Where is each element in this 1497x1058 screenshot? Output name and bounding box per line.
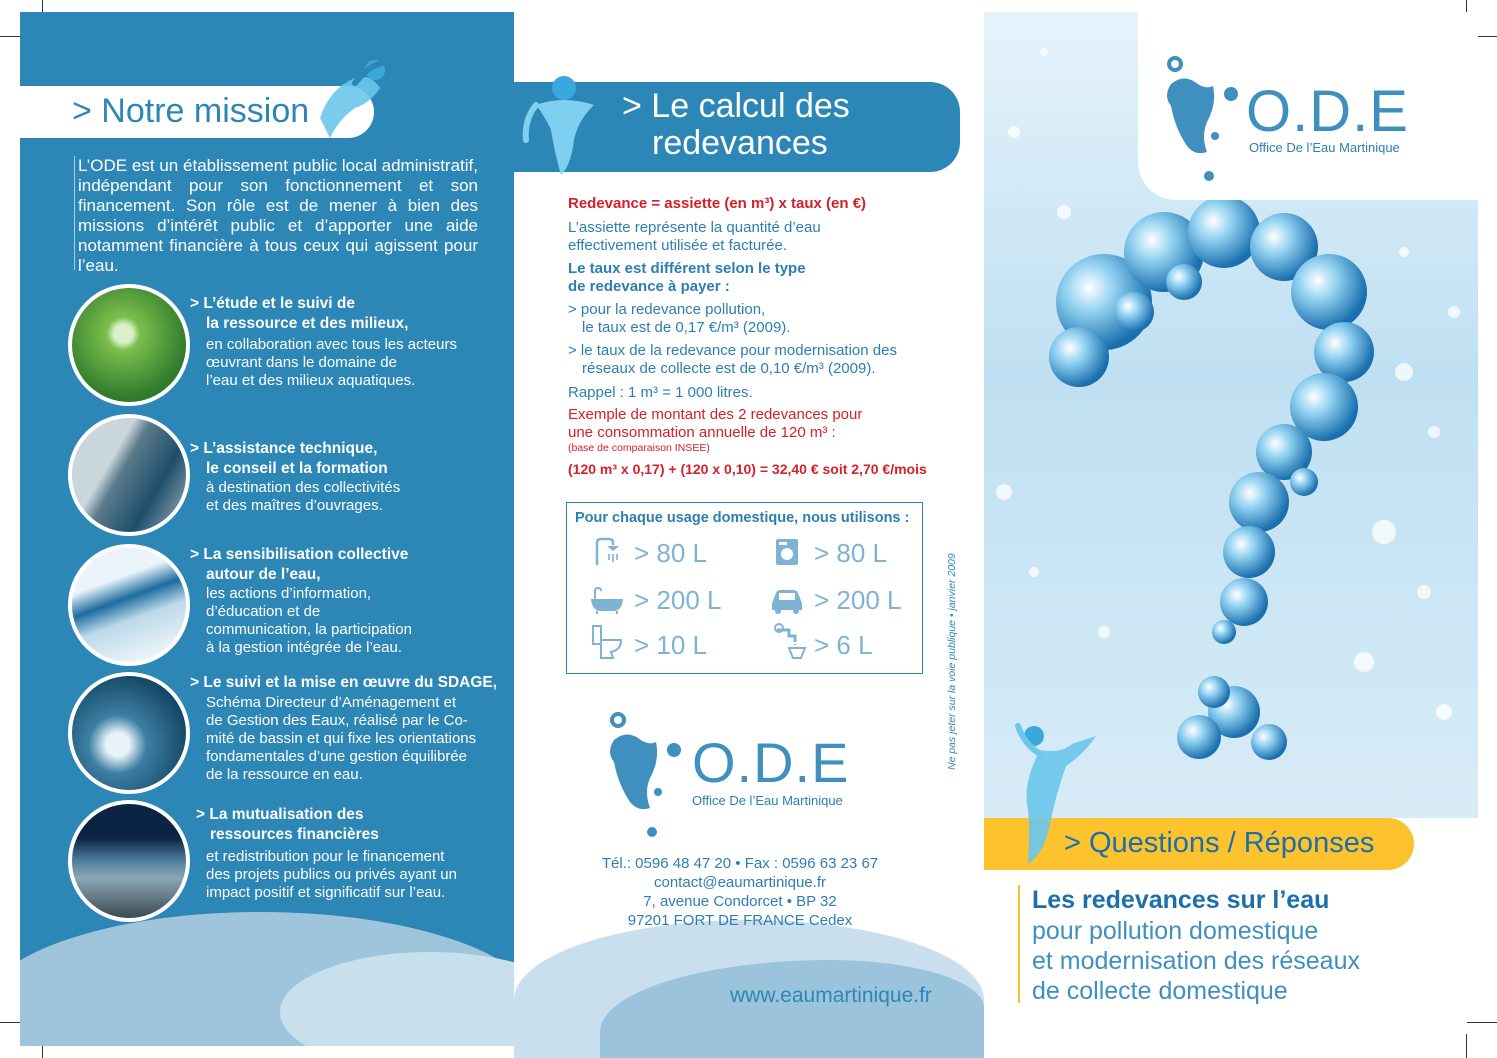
legal-note: Ne pas jeter sur la voie publique • janvier 2009 <box>946 553 958 770</box>
faucet-icon <box>769 622 809 662</box>
mission-item-text: et redistribution pour le financement des projets publics ou privés ayant un impact positif et significatif sur l’eau. <box>206 848 457 901</box>
usage-value: > 80 L <box>814 538 888 568</box>
ode-logo-subtitle: Office De l’Eau Martinique <box>1249 140 1400 155</box>
mission-item-heading: ressources financières <box>210 826 379 843</box>
rappel-text: Rappel : 1 m³ = 1 000 litres. <box>568 384 753 401</box>
mission-item-heading: > La mutualisation des <box>196 806 364 823</box>
usage-value: > 200 L <box>814 585 902 615</box>
ode-logo-icon <box>1152 56 1244 186</box>
ode-logo-text: O.D.E <box>692 731 850 794</box>
mission-item-heading: autour de l’eau, <box>206 566 321 583</box>
washing-machine-icon <box>773 537 801 567</box>
treatment-plant-photo <box>68 800 190 922</box>
formula: Redevance = assiette (en m³) x taux (en €) <box>568 195 867 212</box>
mission-item-heading: > Le suivi et la mise en œuvre du SDAGE, <box>190 674 498 691</box>
mission-item-heading: le conseil et la formation <box>206 460 388 477</box>
mission-title: > Notre mission <box>72 92 310 130</box>
example-note: (base de comparaison INSEE) <box>568 442 710 454</box>
car-icon <box>769 585 805 615</box>
usage-value: > 6 L <box>814 630 873 660</box>
usage-value: > 10 L <box>634 630 708 660</box>
mission-item-text: à destination des collectivités et des maîtres d’ouvrages. <box>206 479 401 514</box>
divider <box>1018 885 1020 1003</box>
swimmer-figure-icon <box>300 48 400 148</box>
mission-item-text: en collaboration avec tous les acteurs œuvrant dans le domaine de l’eau et des milieux aquatiques. <box>206 336 457 389</box>
example-calculation: (120 m³ x 0,17) + (120 x 0,10) = 32,40 € soit 2,70 €/mois <box>568 461 927 477</box>
technician-pipe-photo <box>68 414 190 536</box>
water-drop-leaf-photo <box>68 284 190 406</box>
divider <box>74 156 75 270</box>
assiette-text: L’assiette représente la quantité d’eau effectivement utilisée et facturée. <box>568 219 821 254</box>
calc-title: > Le calcul des redevances <box>622 87 850 162</box>
cover-subtitle: pour pollution domestique et modernisation des réseaux de collecte domestique <box>1032 917 1360 1005</box>
bathtub-icon <box>589 585 625 615</box>
shower-icon <box>593 537 621 567</box>
pouring-water-photo <box>68 544 190 666</box>
water-figure-icon <box>516 70 616 180</box>
ode-logo-icon <box>596 712 686 842</box>
bullet-modernisation: > le taux de la redevance pour modernisation des réseaux de collecte est de 0,10 €/m³ (2009). <box>568 342 897 377</box>
mission-item-text: les actions d’information, d’éducation et de communication, la participation à la gestion intégrée de l’eau. <box>206 585 412 656</box>
questions-reponses-title: > Questions / Réponses <box>1064 827 1375 859</box>
taux-heading: Le taux est différent selon le type de redevance à payer : <box>568 260 806 295</box>
sea-waves-photo <box>68 672 190 794</box>
toilet-icon <box>589 624 625 660</box>
usage-value: > 200 L <box>634 585 722 615</box>
contact-block: Tél.: 0596 48 47 20 • Fax : 0596 63 23 67 contact@eaumartinique.fr 7, avenue Condorcet • BP 32 97201 FORT DE FRANCE Cedex <box>601 855 879 929</box>
mission-item-heading: la ressource et des milieux, <box>206 315 409 332</box>
bullet-pollution: > pour la redevance pollution, le taux est de 0,17 €/m³ (2009). <box>568 301 791 336</box>
mission-item-heading: > La sensibilisation collective <box>190 546 409 563</box>
example-text: Exemple de montant des 2 redevances pour une consommation annuelle de 120 m³ : <box>568 406 863 441</box>
mission-intro: L’ODE est un établissement public local administratif, indépendant pour son fonctionnement et son financement. Son rôle est de mener à bien des missions d’intérêt public et d’apporter une aide notamment financière à tous ceux qui agissent pour l’eau. <box>78 156 478 275</box>
ode-logo-subtitle: Office De l’Eau Martinique <box>692 793 843 808</box>
mission-item-heading: > L’assistance technique, <box>190 440 378 457</box>
usage-value: > 80 L <box>634 538 708 568</box>
mission-item-text: Schéma Directeur d’Aménagement et de Gestion des Eaux, réalisé par le Co- mité de bassin et qui fixe les orientations fondamentales d’une gestion équilibrée de la ressource en eau. <box>206 694 477 783</box>
ode-logo-text: O.D.E <box>1246 79 1409 144</box>
mission-item-heading: > L’étude et le suivi de <box>190 295 355 312</box>
website-link[interactable]: www.eaumartinique.fr <box>730 984 932 1007</box>
cover-title: Les redevances sur l’eau <box>1032 886 1330 914</box>
usage-title: Pour chaque usage domestique, nous utilisons : <box>575 510 910 526</box>
